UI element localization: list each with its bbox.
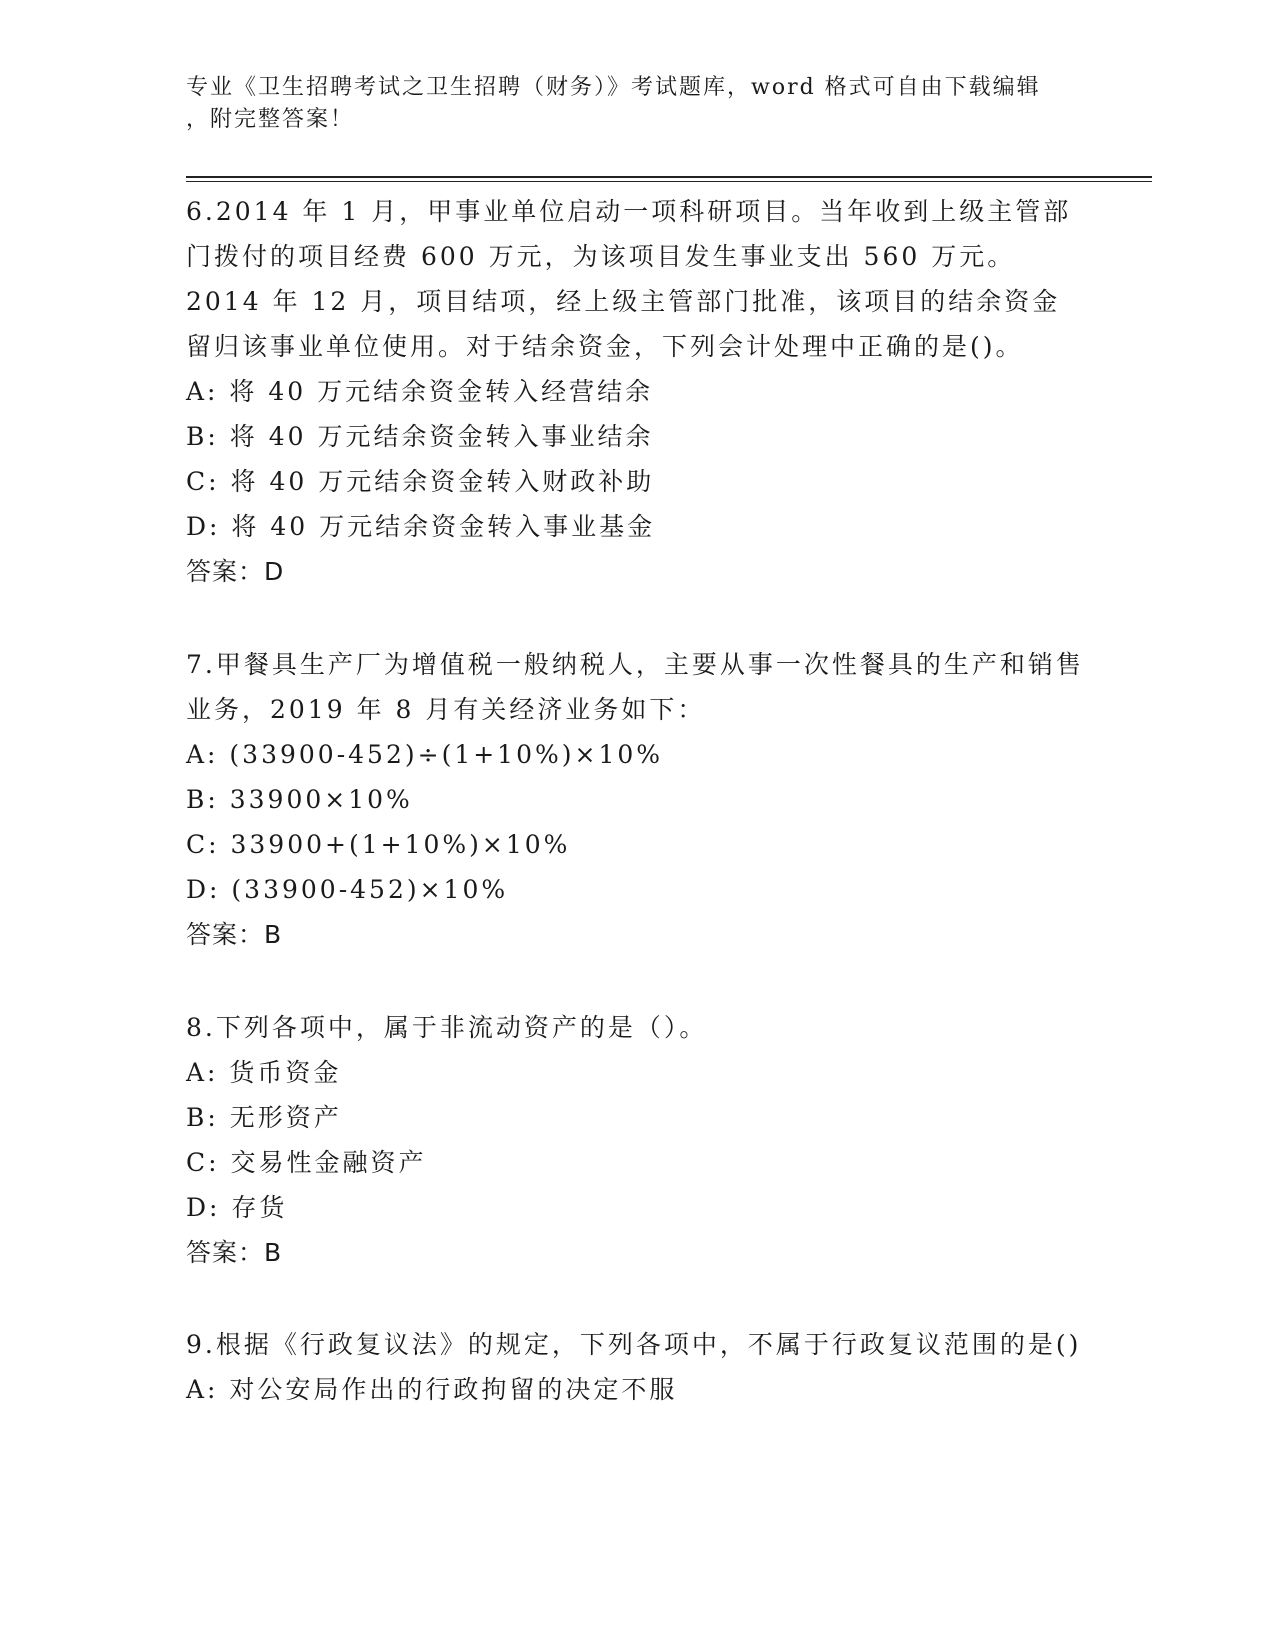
question-6 (186, 189, 1086, 594)
option-c: C: 交易性金融资产 (186, 1148, 427, 1177)
option-b: B: 33900×10% (186, 785, 413, 814)
header-divider (186, 176, 1152, 178)
question-9 (186, 1322, 1086, 1412)
question-text: 9.根据《行政复议法》的规定，下列各项中，不属于行政复议范围的是() (186, 1330, 1082, 1359)
question-7 (186, 642, 1086, 957)
option-d: D: 存货 (186, 1193, 288, 1222)
header-line-1: 专业《卫生招聘考试之卫生招聘（财务）》考试题库，word 格式可自由下载编辑 (186, 75, 1041, 100)
question-text: 8.下列各项中，属于非流动资产的是（）。 (186, 1013, 708, 1042)
option-a: A: (33900-452)÷(1+10%)×10% (186, 740, 664, 769)
option-c: C: 将 40 万元结余资金转入财政补助 (186, 467, 655, 496)
header-line-2: ，附完整答案！ (186, 107, 355, 132)
question-text: 6.2014 年 1 月，甲事业单位启动一项科研项目。当年收到上级主管部门拨付的项目经费 600 万元，为该项目发生事业支出 560 万元。2014 年 12 月，项目结项，经上级主管部门批准，该项目的结余资金留归该事业单位使用。对于结余资金，下列会计处理中正确的是()。 (186, 197, 1072, 361)
option-c: C: 33900+(1+10%)×10% (186, 830, 571, 859)
answer: 答案：D (186, 557, 285, 586)
option-a: A: 货币资金 (186, 1058, 342, 1087)
option-d: D: (33900-452)×10% (186, 875, 509, 904)
answer: 答案：B (186, 1238, 283, 1267)
option-b: B: 无形资产 (186, 1103, 342, 1132)
header-divider-thin (186, 181, 1152, 182)
document-header (186, 72, 1066, 136)
answer: 答案：B (186, 920, 283, 949)
option-d: D: 将 40 万元结余资金转入事业基金 (186, 512, 656, 541)
question-text: 7.甲餐具生产厂为增值税一般纳税人，主要从事一次性餐具的生产和销售业务，2019 年 8 月有关经济业务如下： (186, 650, 1084, 724)
option-b: B: 将 40 万元结余资金转入事业结余 (186, 422, 654, 451)
question-8 (186, 1005, 1086, 1275)
option-a: A: 对公安局作出的行政拘留的决定不服 (186, 1375, 678, 1404)
option-a: A: 将 40 万元结余资金转入经营结余 (186, 377, 654, 406)
